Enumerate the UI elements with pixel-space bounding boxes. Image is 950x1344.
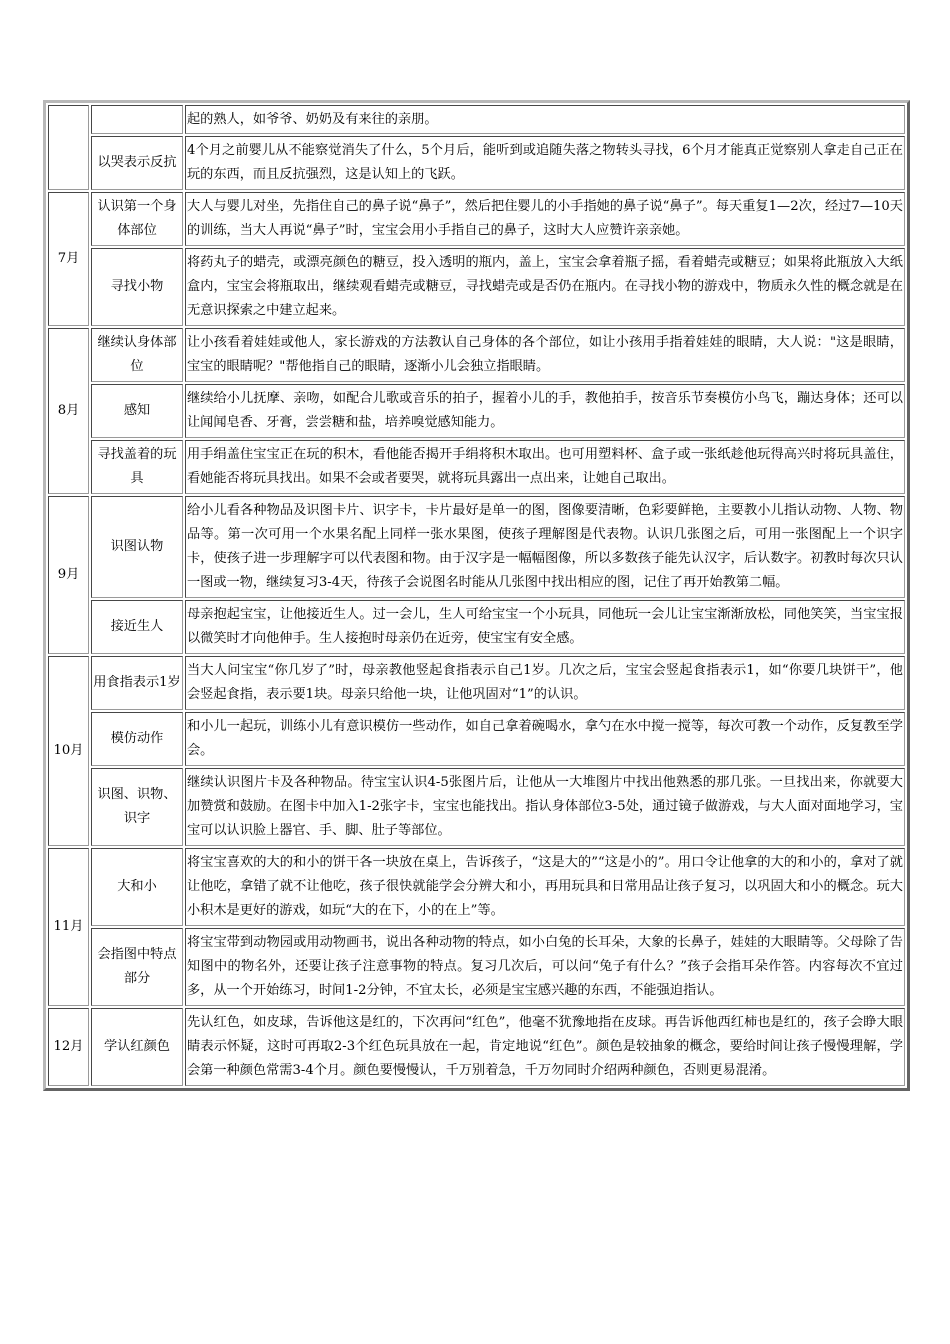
- table-row: [48, 848, 905, 926]
- description-cell: 母亲抱起宝宝，让他接近生人。过一会儿，生人可给宝宝一个小玩具，同他玩一会儿让宝宝渐渐放松，同他笑笑，当宝宝报以微笑时才向他伸手。生人接抱时母亲仍在近旁，使宝宝有安全感。: [185, 600, 905, 654]
- activity-cell: 识图认物: [91, 496, 183, 598]
- description-cell: 继续认识图片卡及各种物品。待宝宝认识4-5张图片后，让他从一大堆图片中找出他熟悉的那几张。一旦找出来，你就要大加赞赏和鼓励。在图卡中加入1-2张字卡，宝宝也能找出。指认身体部位3-5处，通过镜子做游戏，与大人面对面地学习，宝宝可以认识脸上器官、手、脚、肚子等部位。: [185, 768, 905, 846]
- description-cell: 给小儿看各种物品及识图卡片、识字卡，卡片最好是单一的图，图像要清晰，色彩要鲜艳，主要教小儿指认动物、人物、物品等。第一次可用一个水果名配上同样一张水果图，使孩子理解图是代表物。认识几张图之后，可用一张图配上一个识字卡，使孩子进一步理解字可以代表图和物。由于汉字是一幅幅图像，所以多数孩子能先认汉字，后认数字。初教时每次只认一图或一物，继续复习3-4天，待孩子会说图名时能从几张图中找出相应的图，记住了再开始教第二幅。: [185, 496, 905, 598]
- activity-cell: 学认红颜色: [91, 1008, 183, 1086]
- description-cell: 和小儿一起玩，训练小儿有意识模仿一些动作，如自己拿着碗喝水，拿勺在水中搅一搅等，每次可教一个动作，反复教至学会。: [185, 712, 905, 766]
- table-row: [48, 248, 905, 326]
- activity-cell: 模仿动作: [91, 712, 183, 766]
- table-row: [48, 656, 905, 710]
- description-cell: 4个月之前婴儿从不能察觉消失了什么，5个月后，能听到或追随失落之物转头寻找，6个月才能真正觉察别人拿走自己正在玩的东西，而且反抗强烈，这是认知上的飞跃。: [185, 136, 905, 190]
- activity-cell: 大和小: [91, 848, 183, 926]
- description-cell: 将宝宝喜欢的大的和小的饼干各一块放在桌上，告诉孩子，“这是大的”“这是小的”。用口令让他拿的大的和小的，拿对了就让他吃，拿错了就不让他吃，孩子很快就能学会分辨大和小，再用玩具和日常用品让孩子复习，以巩固大和小的概念。玩大小积木是更好的游戏，如玩“大的在下，小的在上”等。: [185, 848, 905, 926]
- table-row: [48, 440, 905, 494]
- description-cell: 将药丸子的蜡壳，或漂亮颜色的糖豆，投入透明的瓶内，盖上，宝宝会拿着瓶子摇，看着蜡壳或糖豆；如果将此瓶放入大纸盒内，宝宝会将瓶取出，继续观看蜡壳或糖豆，寻找蜡壳或是否仍在瓶内。在寻找小物的游戏中，物质永久性的概念就是在无意识探索之中建立起来。: [185, 248, 905, 326]
- description-cell: 当大人问宝宝“你几岁了”时，母亲教他竖起食指表示自己1岁。几次之后，宝宝会竖起食指表示1，如“你要几块饼干”，他会竖起食指，表示要1块。母亲只给他一块，让他巩固对“1”的认识。: [185, 656, 905, 710]
- month-cell: [48, 105, 89, 190]
- month-cell: 9月: [48, 496, 89, 654]
- activity-cell: 用食指表示1岁: [91, 656, 183, 710]
- month-cell: 8月: [48, 328, 89, 494]
- table-row: [48, 768, 905, 846]
- activity-cell: [91, 105, 183, 134]
- month-cell: 11月: [48, 848, 89, 1006]
- table-row: [48, 136, 905, 190]
- table-row: [48, 712, 905, 766]
- table-row: [48, 105, 905, 134]
- description-cell: 起的熟人，如爷爷、奶奶及有来往的亲朋。: [185, 105, 905, 134]
- activity-cell: 寻找盖着的玩具: [91, 440, 183, 494]
- table-row: [48, 328, 905, 382]
- development-schedule-table: [43, 100, 910, 1091]
- table-row: [48, 496, 905, 598]
- activity-cell: 感知: [91, 384, 183, 438]
- table-row: [48, 1008, 905, 1086]
- activity-cell: 识图、识物、识字: [91, 768, 183, 846]
- description-cell: 先认红色，如皮球，告诉他这是红的，下次再问“红色”，他毫不犹豫地指在皮球。再告诉他西红柿也是红的，孩子会睁大眼睛表示怀疑，这时可再取2-3个红色玩具放在一起，肯定地说“红色”。颜色是较抽象的概念，要给时间让孩子慢慢理解，学会第一种颜色常需3-4个月。颜色要慢慢认，千万别着急，千万勿同时介绍两种颜色，否则更易混淆。: [185, 1008, 905, 1086]
- description-cell: 大人与婴儿对坐，先指住自己的鼻子说“鼻子”，然后把住婴儿的小手指她的鼻子说“鼻子”。每天重复1—2次，经过7—10天的训练，当大人再说“鼻子”时，宝宝会用小手指自己的鼻子，这时大人应赞许亲亲她。: [185, 192, 905, 246]
- table-row: [48, 600, 905, 654]
- description-cell: 继续给小儿抚摩、亲吻，如配合儿歌或音乐的拍子，握着小儿的手，教他拍手，按音乐节奏模仿小鸟飞，蹦达身体；还可以让闻闻皂香、牙膏，尝尝糖和盐，培养嗅觉感知能力。: [185, 384, 905, 438]
- table-row: [48, 384, 905, 438]
- month-cell: 10月: [48, 656, 89, 846]
- description-cell: 用手绢盖住宝宝正在玩的积木，看他能否揭开手绢将积木取出。也可用塑料杯、盒子或一张纸趁他玩得高兴时将玩具盖住，看她能否将玩具找出。如果不会或者要哭，就将玩具露出一点出来，让她自己取出。: [185, 440, 905, 494]
- activity-cell: 继续认身体部位: [91, 328, 183, 382]
- activity-cell: 认识第一个身体部位: [91, 192, 183, 246]
- month-cell: 12月: [48, 1008, 89, 1086]
- month-cell: 7月: [48, 192, 89, 326]
- description-cell: 将宝宝带到动物园或用动物画书，说出各种动物的特点，如小白兔的长耳朵，大象的长鼻子，娃娃的大眼睛等。父母除了告知图中的物名外，还要让孩子注意事物的特点。复习几次后，可以问“兔子有什么？”孩子会指耳朵作答。内容每次不宜过多，从一个开始练习，时间1-2分钟，不宜太长，必须是宝宝感兴趣的东西，不能强迫指认。: [185, 928, 905, 1006]
- activity-cell: 接近生人: [91, 600, 183, 654]
- table-row: [48, 928, 905, 1006]
- activity-cell: 以哭表示反抗: [91, 136, 183, 190]
- description-cell: 让小孩看着娃娃或他人，家长游戏的方法教认自己身体的各个部位，如让小孩用手指着娃娃的眼睛，大人说："这是眼睛，宝宝的眼睛呢？"帮他指自己的眼睛，逐渐小儿会独立指眼睛。: [185, 328, 905, 382]
- activity-cell: 会指图中特点部分: [91, 928, 183, 1006]
- table-row: [48, 192, 905, 246]
- activity-cell: 寻找小物: [91, 248, 183, 326]
